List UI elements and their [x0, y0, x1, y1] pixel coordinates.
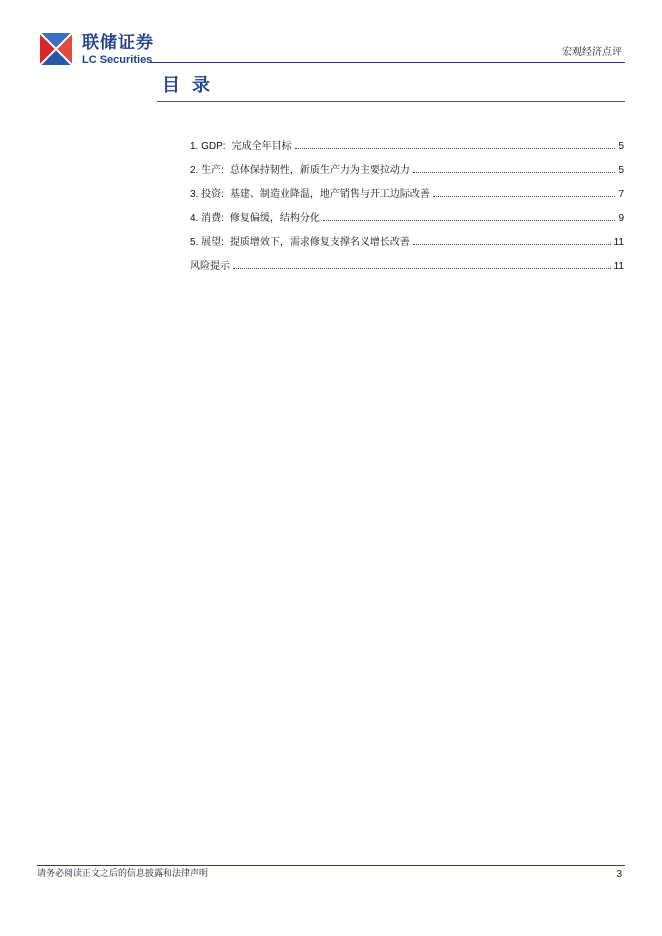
toc-entry-text: 提质增效下，需求修复支撑名义增长改善	[229, 237, 410, 248]
toc-entry-number: 1. GDP:	[190, 141, 226, 152]
toc-entry-number: 3. 投资:	[190, 189, 224, 200]
header-divider	[150, 62, 625, 63]
toc-entry-text: 风险提示	[190, 261, 230, 272]
toc-entry-page: 7	[618, 189, 624, 200]
footer-divider	[37, 865, 625, 866]
footer-disclaimer: 请务必阅读正文之后的信息披露和法律声明	[37, 869, 209, 879]
toc-entry-page: 11	[613, 261, 624, 272]
toc-entry-text: 基建、制造业降温，地产销售与开工边际改善	[229, 189, 430, 200]
toc-entry-gdp[interactable]	[190, 137, 624, 161]
toc-entry-text: 修复偏缓，结构分化	[229, 213, 320, 224]
toc-leader-dots	[413, 244, 611, 245]
toc-entry-page: 9	[618, 213, 624, 224]
toc-entry-page: 11	[613, 237, 624, 248]
toc-entry-risk[interactable]	[190, 257, 624, 281]
toc-leader-dots	[413, 172, 616, 173]
toc-title: 目录	[162, 75, 222, 96]
toc-entry-text: 总体保持韧性，新质生产力为主要拉动力	[229, 165, 410, 176]
toc-entry-consumption[interactable]	[190, 209, 624, 233]
toc-entry-production[interactable]	[190, 161, 624, 185]
toc-entry-outlook[interactable]	[190, 233, 624, 257]
logo-icon	[40, 33, 72, 65]
toc-entry-page: 5	[618, 141, 624, 152]
toc-entry-number: 4. 消费:	[190, 213, 224, 224]
toc-entry-investment[interactable]	[190, 185, 624, 209]
brand-name-cn: 联储证券	[82, 33, 154, 53]
toc-leader-dots	[233, 268, 611, 269]
toc-leader-dots	[295, 148, 616, 149]
toc-entry-number: 5. 展望:	[190, 237, 224, 248]
table-of-contents	[190, 137, 624, 281]
brand-name-en: LC Securities	[82, 54, 153, 66]
toc-leader-dots	[323, 220, 616, 221]
report-type-label: 宏观经济点评	[562, 47, 622, 58]
toc-entry-page: 5	[618, 165, 624, 176]
page-number: 3	[616, 869, 622, 880]
toc-entry-text: 完成全年目标	[231, 141, 292, 152]
toc-entry-number: 2. 生产:	[190, 165, 224, 176]
toc-title-divider	[157, 101, 625, 102]
toc-leader-dots	[433, 196, 616, 197]
